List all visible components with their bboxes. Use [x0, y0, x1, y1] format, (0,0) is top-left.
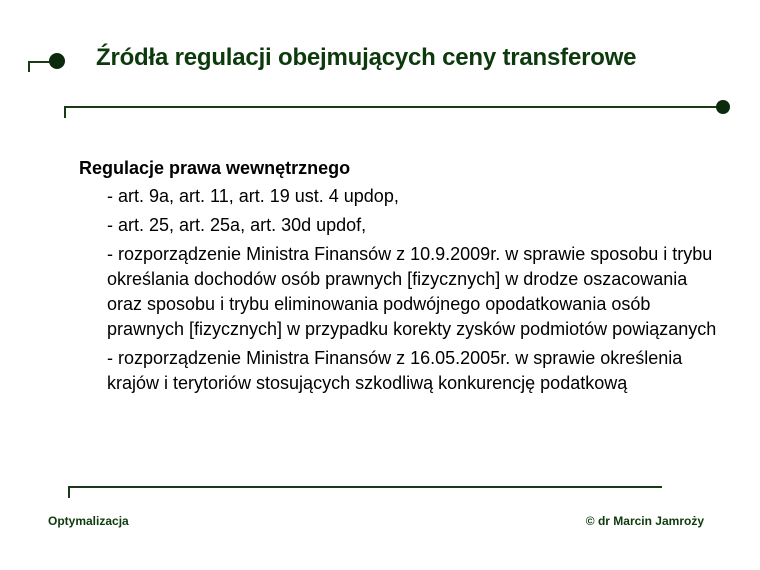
footer-course-name: Optymalizacja — [48, 514, 129, 528]
title-underline-dot — [716, 100, 730, 114]
list-item: - art. 9a, art. 11, art. 19 ust. 4 updop, — [107, 186, 399, 206]
title-bullet-dot — [49, 53, 65, 69]
footer-line-tick — [68, 486, 70, 498]
list-item: - rozporządzenie Ministra Finansów z 16.05.2005r. w sprawie określenia krajów i terytoriów stosujących szkodliwą konkurencję podatkową — [107, 348, 683, 393]
regulation-list — [79, 184, 729, 396]
list-item: - rozporządzenie Ministra Finansów z 10.9.2009r. w sprawie sposobu i trybu określania dochodów osób prawnych [fizycznych] w drodze oszacowania oraz sposobu i trybu eliminowania podwójnego opodatkowania osób prawnych [fizycznych] w przypadku korekty zysków podmiotów powiązanych — [107, 244, 717, 339]
title-underline-tick — [64, 106, 66, 118]
list-item: - art. 25, art. 25a, art. 30d updof, — [107, 215, 367, 235]
slide-content — [79, 156, 729, 400]
title-underline — [64, 106, 722, 108]
slide-title: Źródła regulacji obejmujących ceny transferowe — [96, 44, 637, 71]
footer-line — [68, 486, 662, 488]
top-left-line-vertical — [28, 61, 30, 72]
section-heading: Regulacje prawa wewnętrznego — [79, 158, 351, 178]
top-left-line-horizontal — [28, 61, 50, 63]
footer-author: © dr Marcin Jamroży — [585, 514, 704, 528]
